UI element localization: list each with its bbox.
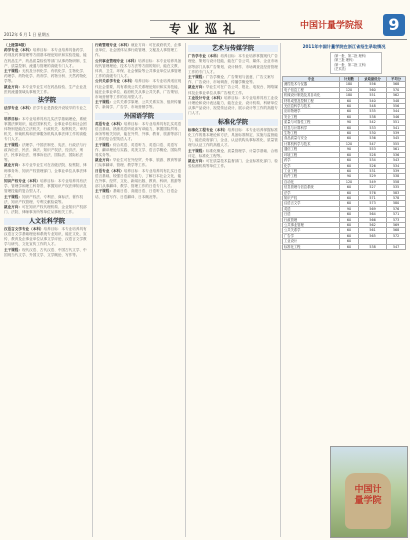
major-name-cell: 英语 bbox=[283, 206, 340, 211]
paragraph-heading: 就业方向： bbox=[4, 84, 22, 89]
paragraph-text: 本专业毕业生可在药品检验、生产企业及医药流通领域从事相关工作。 bbox=[4, 84, 87, 94]
value-cell: 573 bbox=[387, 217, 406, 222]
paragraph-text: 培养目标：本专业培养具有汉语言文学基础理论和系统专业知识，能在文化、宣传、教育及企事业单位从事文学评论、汉语言文学教学与研究、文化宣传工作的人才。 bbox=[4, 226, 87, 247]
value-cell: 542 bbox=[358, 120, 386, 125]
paragraph-heading: 就业方向： bbox=[188, 85, 206, 90]
value-cell: 120 bbox=[340, 87, 359, 92]
paragraph-heading: 法学专业（本科） bbox=[4, 106, 33, 111]
value-cell: 60 bbox=[340, 233, 359, 238]
paragraph-heading: 药学专业（本科） bbox=[4, 48, 33, 53]
page-section-title: 专业巡礼 bbox=[150, 20, 260, 38]
issue-date: 2012年 6 月 1 日 星期五 bbox=[4, 32, 50, 37]
value-cell: 90 bbox=[340, 174, 359, 179]
value-cell: 571 bbox=[358, 195, 386, 200]
enrollment-table-legend bbox=[330, 52, 382, 74]
value-cell: 570 bbox=[387, 87, 406, 92]
value-cell: 526 bbox=[358, 163, 386, 168]
column-divider bbox=[280, 43, 281, 537]
column-header: 专业 bbox=[283, 77, 340, 82]
column-3 bbox=[188, 43, 278, 537]
paragraph-text: 现代汉语、古代汉语、中国古代文学、中国现当代文学、外国文学、文学概论、写作等。 bbox=[4, 247, 87, 257]
paragraph-text: 本专业培养具有扎实法学基础理论，系统掌握法律知识，能在国家机关、企事业单位和社会团体特别是能在立法机关、行政机关、检察机关、审判机关、仲裁机构和法律服务机构从事法律工作的高级专门人才。 bbox=[4, 116, 87, 142]
value-cell: 543 bbox=[387, 158, 406, 163]
value-cell: 60 bbox=[340, 185, 359, 190]
major-name-cell: 信息与计算科学 bbox=[283, 125, 340, 130]
article-paragraph bbox=[4, 85, 90, 95]
value-cell: 562 bbox=[358, 222, 386, 227]
header-rule bbox=[3, 39, 407, 40]
value-cell: 538 bbox=[358, 244, 386, 249]
major-name-cell: 行政管理 bbox=[283, 217, 340, 222]
paragraph-text: 可在质量技术监督部门、企业标准化部门、检验检测机构等单位工作。 bbox=[188, 159, 278, 169]
section-heading-humanities: 人文社科学院 bbox=[4, 218, 90, 225]
value-cell: 562 bbox=[387, 93, 406, 98]
value-cell: 560 bbox=[358, 87, 386, 92]
article-paragraph bbox=[4, 227, 90, 248]
article-paragraph bbox=[95, 189, 183, 199]
value-cell: 544 bbox=[387, 109, 406, 114]
major-name-cell: 食品质量与安全 bbox=[283, 136, 340, 141]
paragraph-heading: 就业方向： bbox=[95, 158, 113, 163]
value-cell: 556 bbox=[358, 82, 386, 87]
paragraph-heading: 行政管理专业（本科） bbox=[95, 43, 131, 47]
paragraph-heading: 培养目标： bbox=[4, 116, 22, 121]
section-heading-standardization: 标准化学院 bbox=[188, 119, 278, 126]
paragraph-text: 毕业生可在广告公司、报社、电视台、网络媒体及企事业单位从事广告相关工作。 bbox=[188, 85, 278, 95]
value-cell: 60 bbox=[340, 228, 359, 233]
value-cell: 60 bbox=[340, 168, 359, 173]
value-cell: 539 bbox=[387, 168, 406, 173]
article-paragraph bbox=[95, 169, 183, 190]
major-name-cell: 汉语言文学 bbox=[283, 201, 340, 206]
major-name-cell: 材料成型及控制工程 bbox=[283, 98, 340, 103]
article-paragraph bbox=[188, 149, 278, 159]
value-cell: 536 bbox=[387, 152, 406, 157]
value-cell: 549 bbox=[358, 179, 386, 184]
article-paragraph bbox=[4, 69, 90, 85]
paragraph-heading: 主干课程： bbox=[4, 247, 22, 252]
paragraph-heading: 主干课程： bbox=[95, 189, 113, 194]
value-cell: 60 bbox=[340, 201, 359, 206]
value-cell: 60 bbox=[340, 109, 359, 114]
value-cell: 90 bbox=[340, 147, 359, 152]
legend-line: （第三批 理科） bbox=[332, 58, 356, 63]
value-cell: 60 bbox=[340, 239, 359, 244]
paragraph-text: 公共关系学原理、公共关系实务、组织传播学、新闻学、广告学、市场营销学等。 bbox=[95, 100, 182, 110]
value-cell: 530 bbox=[358, 131, 386, 136]
paragraph-text: 培养目标：本专业培养具有扎实英语语言基础，熟练英语听说读写译能力，掌握国际贸易、商务等相关知识，能在外贸、外事、教育、旅游等部门工作的复合型英语人才。 bbox=[95, 121, 182, 142]
value-cell: 583 bbox=[387, 190, 406, 195]
value-cell: 573 bbox=[358, 201, 386, 206]
paragraph-heading: 就业方向： bbox=[188, 159, 206, 164]
paragraph-text: 本专业毕业生可在各级法院、检察院、律师事务所、知识产权管理部门、企事业单位从事法律工作。 bbox=[4, 163, 87, 178]
value-cell: 571 bbox=[387, 212, 406, 217]
paragraph-text: 培养目标：本专业培养具有扎实日语语言基础，较强日语应用能力，了解日本社会文化，能在外事、经贸、文化、新闻出版、教育、科研、旅游等部门从事翻译、教学、管理工作的日语专门人才。 bbox=[95, 168, 182, 189]
paragraph-text: 毕业生可在外经贸、外事、旅游、教育等部门从事翻译、管理、教学等工作。 bbox=[95, 158, 182, 168]
column-header: 平均分 bbox=[387, 77, 406, 82]
article-paragraph bbox=[188, 75, 278, 85]
paragraph-heading: 主干课程： bbox=[4, 142, 22, 147]
value-cell: 60 bbox=[340, 152, 359, 157]
major-name-cell: 电子信息工程 bbox=[283, 87, 340, 92]
paragraph-heading: 就业方向： bbox=[4, 163, 22, 168]
section-heading-foreign-languages: 外国语学院 bbox=[95, 113, 183, 120]
paragraph-heading: （上接第8版） bbox=[4, 43, 29, 47]
section-heading-law: 法学院 bbox=[4, 97, 90, 104]
value-cell: 548 bbox=[387, 98, 406, 103]
legend-line: （第一批、第二批 理科） bbox=[332, 54, 369, 58]
value-cell: 60 bbox=[340, 190, 359, 195]
value-cell: 60 bbox=[340, 212, 359, 217]
major-name-cell: 化学 bbox=[283, 163, 340, 168]
paragraph-text: 知识产权法、专利法、商标法、著作权法、知识产权管理、专利文献检索等。 bbox=[4, 194, 84, 204]
paragraph-text: 综合英语、英语听力、英语口语、英语写作、翻译理论与实践、英美文学、语言学概论、国际贸易实务等。 bbox=[95, 142, 182, 158]
paragraph-text: 培养目标：本专业培养具备药学、药剂及药事管理等方面基本理论知识和实验技能，能在药品生产、药品质量检验等部门从事药物研制、生产、质量控制、流通与管理的高级专门人才。 bbox=[4, 48, 87, 68]
paragraph-heading: 主干课程： bbox=[95, 100, 113, 105]
article-paragraph bbox=[95, 158, 183, 168]
article-paragraph bbox=[4, 117, 90, 143]
value-cell: 566 bbox=[358, 217, 386, 222]
value-cell: 576 bbox=[387, 206, 406, 211]
paragraph-heading: 主干课程： bbox=[95, 142, 113, 147]
value-cell: 535 bbox=[358, 109, 386, 114]
value-cell: 547 bbox=[387, 244, 406, 249]
value-cell: 90 bbox=[340, 206, 359, 211]
value-cell: 60 bbox=[340, 195, 359, 200]
major-name-cell: 软件工程 bbox=[283, 174, 340, 179]
paragraph-heading: 主干课程： bbox=[4, 69, 22, 74]
value-cell: 60 bbox=[340, 136, 359, 141]
article-paragraph bbox=[4, 106, 90, 116]
value-cell: 536 bbox=[358, 136, 386, 141]
value-cell: 539 bbox=[387, 131, 406, 136]
major-name-cell: 计算机科学与技术 bbox=[283, 141, 340, 146]
campus-stone-photo bbox=[330, 446, 408, 538]
paragraph-text: 培养目标：本专业培养具有工业设计理论和设计表达能力，能在企业、设计机构、科研单位从事产品设计、视觉传达设计、展示设计等工作的高级专门人才。 bbox=[188, 95, 278, 116]
paragraph-heading: 日语专业（本科） bbox=[95, 168, 124, 173]
major-name-cell: 知识产权 bbox=[283, 195, 340, 200]
value-cell: 534 bbox=[358, 158, 386, 163]
value-cell: 529 bbox=[358, 174, 386, 179]
paragraph-heading: 主干课程： bbox=[4, 194, 22, 199]
major-name-cell: 光信息科学与技术 bbox=[283, 104, 340, 109]
major-name-cell: 环境工程 bbox=[283, 152, 340, 157]
paragraph-heading: 主干课程： bbox=[188, 148, 206, 153]
paragraph-heading: 主干课程： bbox=[188, 75, 206, 80]
value-cell: 120 bbox=[340, 141, 359, 146]
article-paragraph bbox=[95, 100, 183, 110]
major-name-cell: 质量与可靠性工程 bbox=[283, 120, 340, 125]
value-cell: 533 bbox=[358, 125, 386, 130]
paragraph-heading: 公共关系学专业（本科） bbox=[95, 79, 135, 84]
article-paragraph bbox=[4, 205, 90, 215]
value-cell: 90 bbox=[340, 120, 359, 125]
value-cell: 564 bbox=[358, 212, 386, 217]
major-name-cell: 药学 bbox=[283, 158, 340, 163]
major-name-cell: 安全工程 bbox=[283, 114, 340, 119]
value-cell: 60 bbox=[340, 158, 359, 163]
paragraph-text: 法理学、中国法制史、宪法、行政法与行政诉讼法、民法、商法、知识产权法、经济法、刑法、民事诉讼法、刑事诉讼法、国际法、国际私法等。 bbox=[4, 142, 87, 163]
column-divider bbox=[185, 43, 186, 537]
article-paragraph bbox=[188, 54, 278, 75]
value-cell: 60 bbox=[340, 125, 359, 130]
article-paragraph bbox=[4, 163, 90, 179]
article-paragraph bbox=[95, 143, 183, 159]
paragraph-text: 标准化概论、质量管理学、计量学基础、合格评定、标准化工程等。 bbox=[188, 148, 278, 158]
paragraph-text: 培养目标：本专业培养适应现代社会需要，具有系统公共关系理论知识和实务技能，能在企事业单位、政府机关从事公共关系、广告策划、市场营销等工作的应用型人才。 bbox=[95, 79, 182, 100]
value-cell: 547 bbox=[358, 141, 386, 146]
paragraph-text: 培养目标：本专业培养具有法学、管理学和理工科背景，掌握知识产权法律知识及管理技能的复合型人才。 bbox=[4, 179, 87, 194]
article-paragraph bbox=[188, 159, 278, 169]
value-cell: 60 bbox=[340, 98, 359, 103]
paragraph-text: 基础日语、高级日语、日语听力、日语会话、日语写作、日语翻译、日本概况等。 bbox=[95, 189, 178, 199]
paragraph-heading: 标准化工程专业（本科） bbox=[188, 127, 228, 132]
paragraph-heading: 工业设计专业（本科） bbox=[188, 95, 224, 100]
major-name-cell: 法学 bbox=[283, 190, 340, 195]
value-cell: 569 bbox=[387, 222, 406, 227]
legend-line: （第一批、第二批 文科） bbox=[332, 62, 369, 67]
section-heading-arts-media: 艺术与传媒学院 bbox=[188, 45, 278, 52]
page-header bbox=[0, 0, 410, 40]
paragraph-text: 培养目标：本专业培养掌握标准化工作的基本理论和方法，具备标准制定、实施与监督能力，能在政府部门、企业、认证机构从事标准化、质量管理与认证工作的高级人才。 bbox=[188, 127, 278, 148]
article-paragraph bbox=[4, 179, 90, 195]
major-name-cell: 应用物理学 bbox=[283, 109, 340, 114]
column-divider bbox=[92, 43, 93, 537]
value-cell: 553 bbox=[358, 147, 386, 152]
table-row bbox=[283, 244, 406, 249]
paragraph-text: 可在知识产权代理机构、企业知识产权部门、法院、律师事务所等单位从事相关工作。 bbox=[4, 205, 87, 215]
value-cell: 568 bbox=[387, 82, 406, 87]
value-cell: 60 bbox=[340, 104, 359, 109]
rock-inscription: 中国计量学院 bbox=[354, 485, 382, 506]
value-cell: 548 bbox=[358, 104, 386, 109]
paragraph-heading: 广告学专业（本科） bbox=[188, 54, 221, 59]
value-cell: 578 bbox=[387, 195, 406, 200]
value-cell: 528 bbox=[358, 152, 386, 157]
value-cell: 561 bbox=[358, 228, 386, 233]
value-cell: 556 bbox=[387, 104, 406, 109]
paragraph-heading: 知识产权专业（本科） bbox=[4, 179, 40, 184]
major-name-cell: 通信工程 bbox=[283, 147, 340, 152]
article-paragraph bbox=[95, 122, 183, 143]
paragraph-text: 培养目标：本专业培养掌握现代广告理论、策划与设计技能，能在广告公司、媒体、企业市场部等部门从事广告策划、设计制作、市场调查及经营管理工作的专门人才。 bbox=[188, 54, 278, 74]
value-cell: 572 bbox=[387, 233, 406, 238]
major-name-cell: 工业工程 bbox=[283, 168, 340, 173]
value-cell: 555 bbox=[387, 141, 406, 146]
value-cell: 561 bbox=[387, 147, 406, 152]
article-paragraph bbox=[188, 96, 278, 117]
major-name-cell: 信息管理与信息系统 bbox=[283, 185, 340, 190]
value-cell: 551 bbox=[358, 93, 386, 98]
value-cell: 534 bbox=[387, 163, 406, 168]
article-paragraph bbox=[4, 248, 90, 258]
value-cell: 568 bbox=[387, 228, 406, 233]
paragraph-text: 广告学概论、广告策划与创意、广告文案写作、广告设计、市场调查、传播学概论等。 bbox=[188, 75, 275, 85]
value-cell: 580 bbox=[387, 201, 406, 206]
article-paragraph bbox=[95, 79, 183, 100]
column-header: 录取最低分 bbox=[358, 77, 386, 82]
paragraph-text: 法学专业是我校开设较早的专业之一。 bbox=[4, 106, 87, 116]
column-1 bbox=[4, 43, 90, 537]
value-cell: 538 bbox=[358, 114, 386, 119]
article-paragraph bbox=[4, 48, 90, 69]
major-name-cell: 工业设计 bbox=[283, 239, 340, 244]
value-cell: 60 bbox=[340, 217, 359, 222]
paragraph-text: 无机及分析化学、有机化学、生物化学、药理学、药物化学、药剂学、药物分析、天然药物化学等。 bbox=[4, 69, 87, 84]
article-paragraph bbox=[188, 85, 278, 95]
paragraph-text: 就业方向：可在政府机关、企事业单位、社会团体从事行政管理、文秘及人事管理工作。 bbox=[95, 43, 182, 58]
article-paragraph bbox=[4, 195, 90, 205]
article-paragraph bbox=[95, 43, 183, 59]
value-cell: 60 bbox=[340, 163, 359, 168]
paragraph-text: 培养目标：本专业培养具备现代管理理论、技术与方法等方面的知识，能在文教、体育、卫生、环保、社会保险等公共事业单位从事管理工作的高级专门人才。 bbox=[95, 58, 182, 79]
column-header: 计划数 bbox=[340, 77, 359, 82]
paragraph-heading: 英语专业（本科） bbox=[95, 121, 124, 126]
column-2 bbox=[95, 43, 183, 537]
major-name-cell: 公共事业管理 bbox=[283, 222, 340, 227]
value-cell: 558 bbox=[387, 179, 406, 184]
major-name-cell: 标准化工程 bbox=[283, 244, 340, 249]
page-number-badge: 9 bbox=[383, 14, 405, 36]
enrollment-table bbox=[282, 76, 406, 250]
legend-line: （艺术类） bbox=[332, 67, 348, 72]
newspaper-masthead: 中国计量学院报 bbox=[300, 21, 364, 31]
value-cell: 60 bbox=[340, 131, 359, 136]
value-cell: 576 bbox=[358, 190, 386, 195]
major-name-cell: 公共关系学 bbox=[283, 228, 340, 233]
value-cell: 535 bbox=[387, 185, 406, 190]
article-paragraph bbox=[95, 59, 183, 80]
major-name-cell: 测控技术与仪器 bbox=[283, 82, 340, 87]
major-name-cell: 机械设计制造及其自动化 bbox=[283, 93, 340, 98]
value-cell: 545 bbox=[387, 136, 406, 141]
value-cell: 60 bbox=[340, 114, 359, 119]
article-paragraph bbox=[188, 128, 278, 149]
value-cell: 180 bbox=[340, 93, 359, 98]
major-name-cell: 日语 bbox=[283, 212, 340, 217]
paragraph-heading: 公共事业管理专业（本科） bbox=[95, 58, 139, 63]
value-cell: 538 bbox=[387, 174, 406, 179]
value-cell: 540 bbox=[358, 98, 386, 103]
major-name-cell: 生物工程 bbox=[283, 131, 340, 136]
enrollment-table-title: 2011年中国计量学院在浙江省招生录取情况 bbox=[302, 44, 386, 49]
value-cell: 541 bbox=[387, 125, 406, 130]
value-cell: 565 bbox=[358, 233, 386, 238]
value-cell: 546 bbox=[387, 114, 406, 119]
value-cell: 569 bbox=[358, 206, 386, 211]
value-cell: 60 bbox=[340, 244, 359, 249]
paragraph-heading: 汉语言文学专业（本科） bbox=[4, 226, 44, 231]
article-paragraph bbox=[4, 143, 90, 164]
value-cell: 180 bbox=[340, 82, 359, 87]
value-cell: 527 bbox=[358, 185, 386, 190]
paragraph-heading: 就业方向： bbox=[4, 205, 22, 210]
value-cell: 120 bbox=[340, 179, 359, 184]
major-name-cell: 自动化 bbox=[283, 179, 340, 184]
value-cell: 531 bbox=[358, 168, 386, 173]
value-cell: 60 bbox=[340, 222, 359, 227]
major-name-cell: 广告学 bbox=[283, 233, 340, 238]
value-cell: 551 bbox=[387, 120, 406, 125]
